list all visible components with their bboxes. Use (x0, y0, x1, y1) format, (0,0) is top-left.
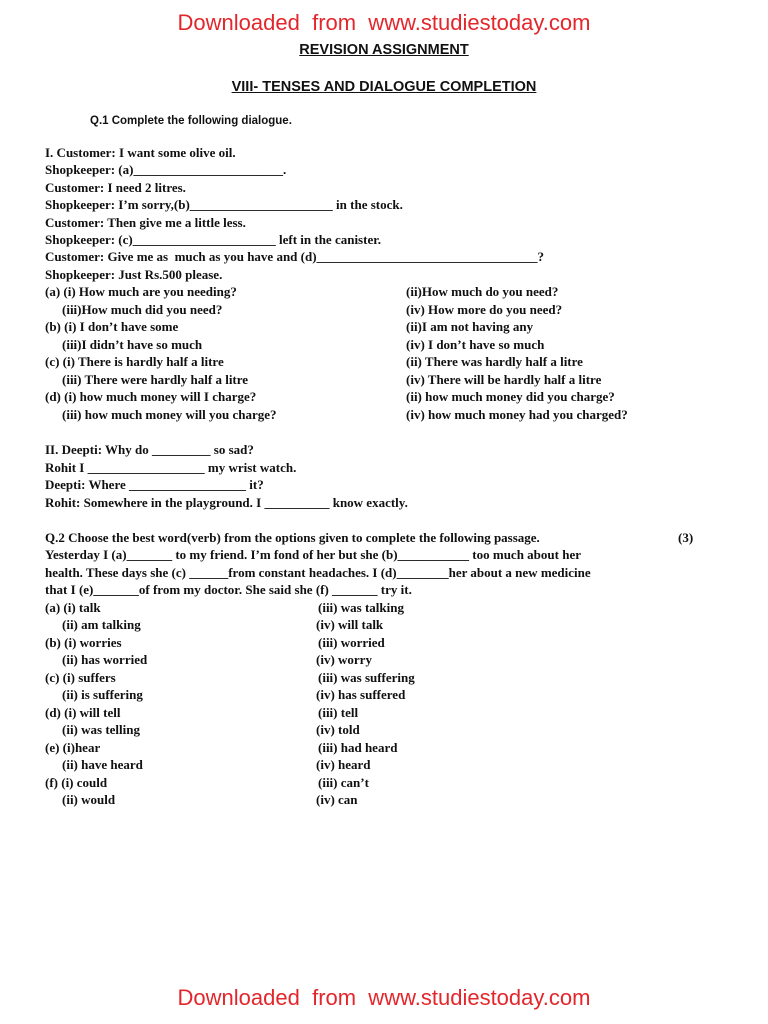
option-left: (f) (i) could (45, 775, 108, 790)
option-right: (iv) will talk (316, 617, 384, 632)
option-left: (ii) have heard (62, 757, 143, 772)
option-right: (iv) There will be hardly half a litre (406, 372, 602, 387)
option-left: (d) (i) will tell (45, 705, 121, 720)
option-right: (ii) how much money did you charge? (406, 389, 615, 404)
dialogue2-line: Rohit I __________________ my wrist watch. (45, 460, 297, 475)
option-left: (ii) would (62, 792, 116, 807)
option-right: (iv) I don’t have so much (406, 337, 545, 352)
option-left: (iii)How much did you need? (62, 302, 223, 317)
option-right: (iv) has suffered (316, 687, 406, 702)
dialogue2-line: II. Deepti: Why do _________ so sad? (45, 442, 254, 457)
option-left: (b) (i) worries (45, 635, 122, 650)
option-right: (iv) How more do you need? (406, 302, 563, 317)
question-2-marks: (3) (678, 530, 694, 545)
option-left: (ii) am talking (62, 617, 141, 632)
option-right: (iii) had heard (318, 740, 398, 755)
option-left: (d) (i) how much money will I charge? (45, 389, 257, 404)
dialogue2-line: Rohit: Somewhere in the playground. I __________ know exactly. (45, 495, 408, 510)
question-2-label: Q.2 Choose the best word(verb) from the options given to complete the following passage. (45, 530, 540, 545)
option-left: (ii) has worried (62, 652, 148, 667)
option-right: (ii) There was hardly half a litre (406, 354, 583, 369)
option-right: (iv) worry (316, 652, 372, 667)
option-left: (a) (i) talk (45, 600, 101, 615)
option-right: (iii) tell (318, 705, 359, 720)
dialogue1-line: Shopkeeper: Just Rs.500 please. (45, 267, 223, 282)
option-left: (ii) was telling (62, 722, 140, 737)
dialogue1-line: Shopkeeper: I’m sorry,(b)______________________ in the stock. (45, 197, 403, 212)
option-left: (c) (i) There is hardly half a litre (45, 354, 224, 369)
option-left: (iii)I didn’t have so much (62, 337, 203, 352)
dialogue1-line: Shopkeeper: (c)______________________ left in the canister. (45, 232, 382, 247)
option-left: (e) (i)hear (45, 740, 101, 755)
watermark-bottom: Downloaded from www.studiestoday.com (177, 985, 591, 1010)
dialogue2-line: Deepti: Where __________________ it? (45, 477, 264, 492)
option-left: (b) (i) I don’t have some (45, 319, 179, 334)
option-right: (iii) worried (318, 635, 385, 650)
option-right: (ii)I am not having any (406, 319, 534, 334)
dialogue1-line: Customer: I need 2 litres. (45, 180, 186, 195)
passage-line: health. These days she (c) ______from constant headaches. I (d)________her about a new medicine (45, 565, 591, 580)
watermark-top: Downloaded from www.studiestoday.com (177, 10, 591, 35)
passage-line: Yesterday I (a)_______ to my friend. I’m fond of her but she (b)___________ too much about her (45, 547, 581, 562)
option-right: (iii) was suffering (318, 670, 415, 685)
page-title: REVISION ASSIGNMENT (299, 42, 469, 58)
option-left: (ii) is suffering (62, 687, 143, 702)
option-right: (iv) heard (316, 757, 371, 772)
dialogue1-line: Customer: Then give me a little less. (45, 215, 246, 230)
option-right: (iii) can’t (318, 775, 369, 790)
option-right: (iv) how much money had you charged? (406, 407, 628, 422)
option-right: (iv) told (316, 722, 360, 737)
option-left: (a) (i) How much are you needing? (45, 284, 237, 299)
dialogue1-line: Customer: Give me as much as you have and (d)__________________________________? (45, 249, 545, 264)
option-right: (iv) can (316, 792, 358, 807)
question-1-label: Q.1 Complete the following dialogue. (90, 115, 292, 127)
option-left: (iii) how much money will you charge? (62, 407, 277, 422)
passage-line: that I (e)_______of from my doctor. She said she (f) _______ try it. (45, 582, 412, 597)
page-subtitle: VIII- TENSES AND DIALOGUE COMPLETION (231, 79, 537, 95)
option-left: (iii) There were hardly half a litre (62, 372, 249, 387)
dialogue1-line: I. Customer: I want some olive oil. (45, 145, 236, 160)
option-left: (c) (i) suffers (45, 670, 116, 685)
dialogue1-line: Shopkeeper: (a)_______________________. (45, 162, 287, 177)
option-right: (ii)How much do you need? (406, 284, 559, 299)
option-right: (iii) was talking (318, 600, 404, 615)
